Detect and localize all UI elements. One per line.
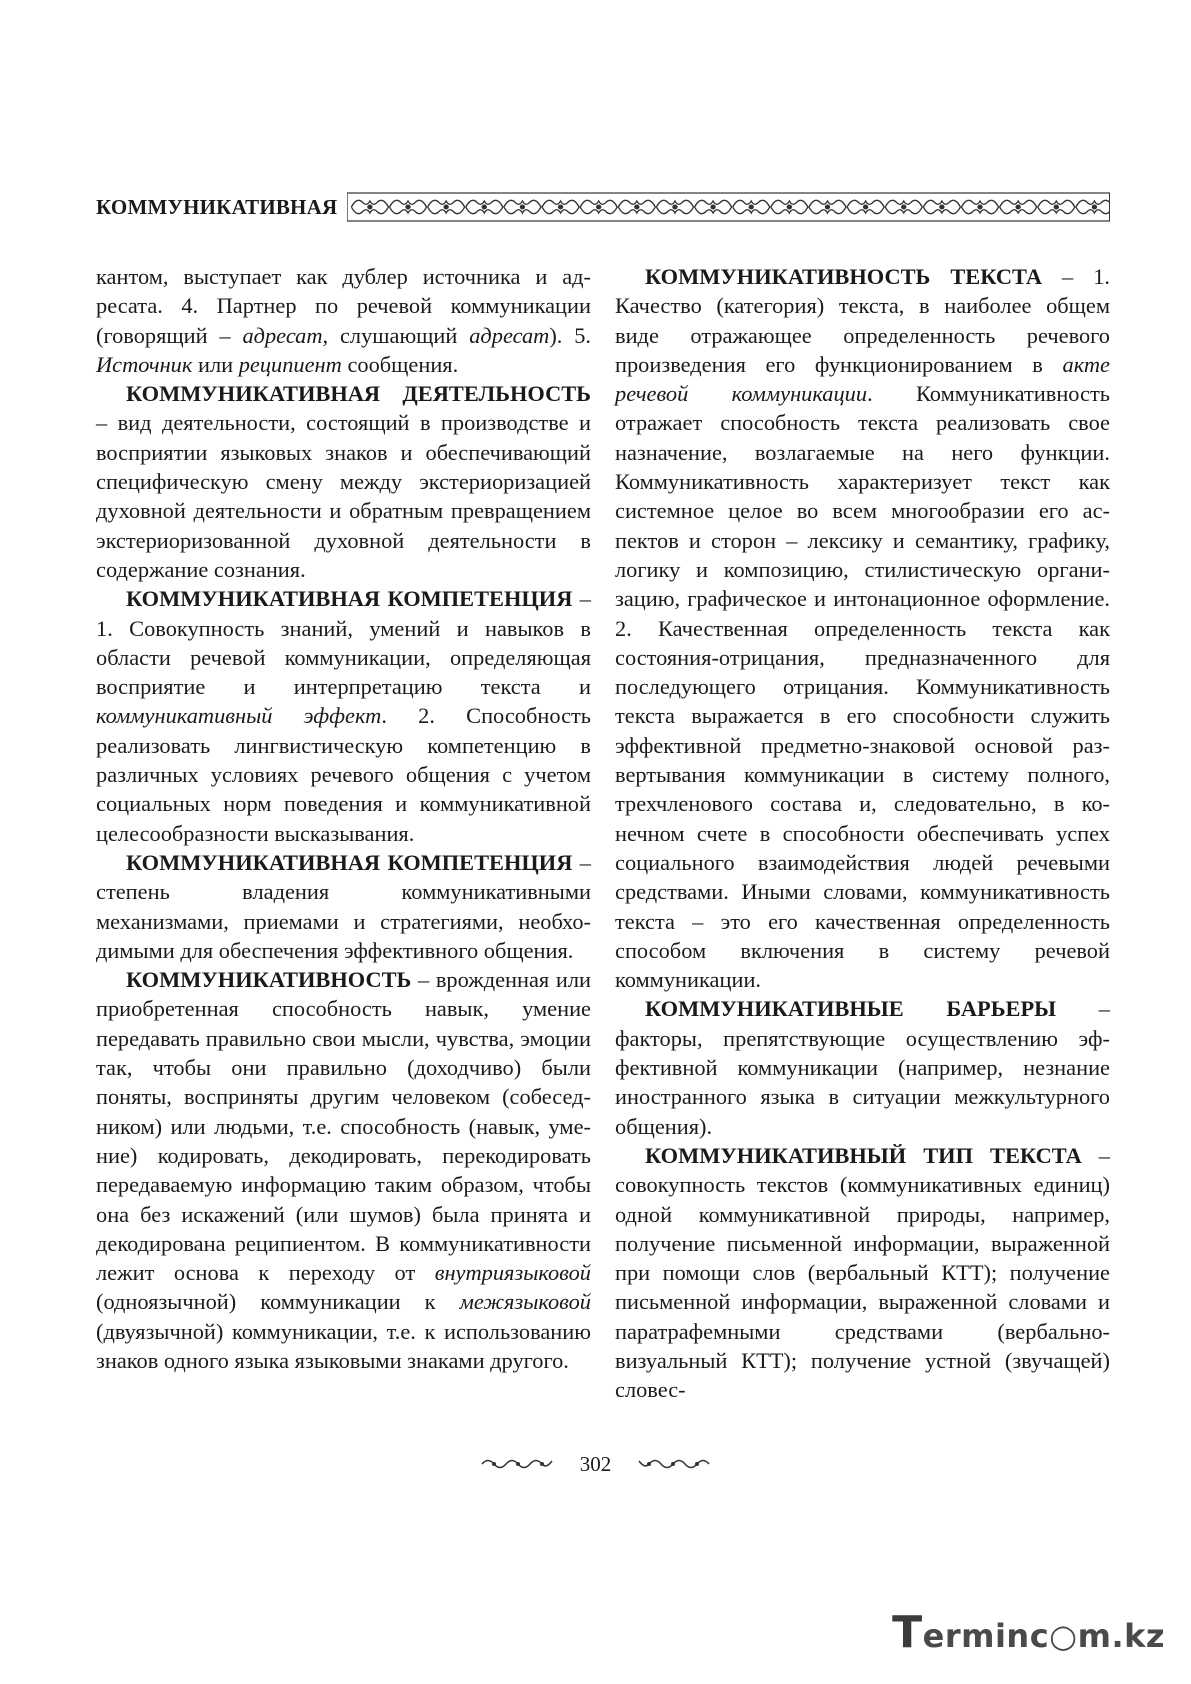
cross-reference: Источник <box>96 351 193 377</box>
cross-reference: межязыковой <box>459 1289 591 1315</box>
right-column <box>615 262 1110 1405</box>
entry-definition: – степень владения коммуникативными механизмами, приемами и стратегиями, необходимыми для обеспечения эффективного общения. <box>96 849 591 963</box>
entry-continuation: кантом, выступает как дублер источника и адресата. 4. Партнер по речевой коммуникации (говорящий – адресат, слушающий адресат). 5. Источник или реципиент сообщения. <box>96 264 592 377</box>
dictionary-entry: КОММУНИКАТИВНОСТЬ – врожденная или приобретенная способность навык, умение передавать правильно свои мысли, чувства, эмоции так, чтобы они правильно (доходчиво) были поняты, восприняты другим человеком (собеседником) или людьми, т.е. способность (навык, умение) кодировать, декодировать, перекодировать передаваемую информацию таким образом, чтобы она без искажений (или шумов) была принята и декодирована реципиентом. В коммуникативности лежит основа к переходу от внутриязыковой (одноязычной) коммуникации к межязыковой (двуязычной) коммуникации, т.е. к использованию знаков одного языка языковыми знаками другого. <box>96 967 591 1373</box>
page-footer <box>0 1444 1191 1484</box>
cross-reference: акте речевой коммуникации <box>615 351 1110 407</box>
watermark-logo: Terminc○m.kz <box>892 1607 1165 1658</box>
entry-term: КОММУНИКАТИВНАЯ КОМПЕТЕНЦИЯ <box>126 849 573 875</box>
footer-ornament-left-icon <box>478 1453 558 1475</box>
running-header <box>96 190 1110 224</box>
cross-reference: внутриязыковой <box>434 1260 591 1286</box>
dictionary-entry <box>615 1141 1110 1405</box>
entry-term: КОММУНИКАТИВНЫЕ БАРЬЕРЫ <box>645 996 1057 1022</box>
footer-ornament-right-icon <box>633 1453 713 1475</box>
cross-reference: адресат <box>469 322 550 348</box>
entry-definition: – факторы, препятствующие осуществлению эффективной коммуникации (например, незнание иностранного языка в ситуации межкультурного общения). <box>615 996 1110 1139</box>
dictionary-entry <box>96 848 591 965</box>
dictionary-entry <box>615 994 1110 1140</box>
entry-term: КОММУНИКАТИВНАЯ ДЕЯТЕЛЬНОСТЬ <box>126 381 591 407</box>
dictionary-entry <box>96 379 591 584</box>
dictionary-entry: КОММУНИКАТИВНАЯ КОМПЕТЕНЦИЯ – 1. Совокупность знаний, умений и навыков в области речевой коммуникации, определяющая восприятие и интерпретацию текста и коммуникативный эффект. 2. Способность реализовать лингвистическую компетенцию в различных условиях речевого общения с учетом социальных норм поведения и коммуникативной целесообразности высказывания. <box>96 586 592 846</box>
left-column <box>96 262 591 1375</box>
entry-term: КОММУНИКАТИВНОСТЬ ТЕКСТА <box>645 264 1043 289</box>
running-title: КОММУНИКАТИВНАЯ <box>96 194 338 219</box>
entry-definition: – вид деятельности, состоящий в производстве и восприятии языковых знаков и обеспечивающий специфическую смену между экстериоризацией духовной деятельности и обратным превращением экстериоризованной духовной деятельности в содержание сознания. <box>96 410 591 582</box>
entry-term: КОММУНИКАТИВНАЯ КОМПЕТЕНЦИЯ <box>126 586 573 612</box>
dictionary-entry: КОММУНИКАТИВНОСТЬ ТЕКСТА – 1. Качество (категория) текста, в наиболее общем виде отражающее определенность речевого произведения его функционированием в акте речевой коммуникации. Коммуникативность отражает способность текста реализовать свое назначение, возлагаемые на него функции. Коммуникативность характеризует текст как системное целое во всем многообразии его аспектов и сторон – лексику и семантику, графику, логику и композицию, стилистическую организацию, графическое и интонационное оформление. 2. Качественная определенность текста как состояния-отрицания, предназначенного для последующего отрицания. Коммуникативность текста выражается в его способности служить эффективной предметно-знаковой основой развертывания коммуникации в систему полного, трехчленового состава и, следовательно, в конечном счете в способности обеспечивать успех социального взаимодействия людей речевыми средствами. Иными словами, коммуникативность текста – это его качественная определенность способом включения в систему речевой коммуникации. <box>615 264 1110 993</box>
cross-reference: адресат <box>242 322 323 348</box>
entry-term: КОММУНИКАТИВНЫЙ ТИП ТЕКСТА <box>645 1142 1082 1168</box>
ornament-band-icon <box>347 192 1110 222</box>
page-number: 302 <box>579 1451 612 1476</box>
watermark-circle-icon: ○ <box>1049 1617 1078 1655</box>
entry-definition: – совокупность текстов (коммуникативных единиц) одной коммуникативной природы, например, получение письменной информации, выраженной при помощи слов (вербальный КТТ); получение письменной информации, выраженной словами и паратрафемными средствами (вербально-визуальный КТТ); получение устной (звучащей) словес- <box>615 1142 1110 1403</box>
cross-reference: реципиент <box>238 351 342 377</box>
entry-term: КОММУНИКАТИВНОСТЬ <box>126 967 412 993</box>
cross-reference: коммуникативный эффект <box>96 703 382 729</box>
